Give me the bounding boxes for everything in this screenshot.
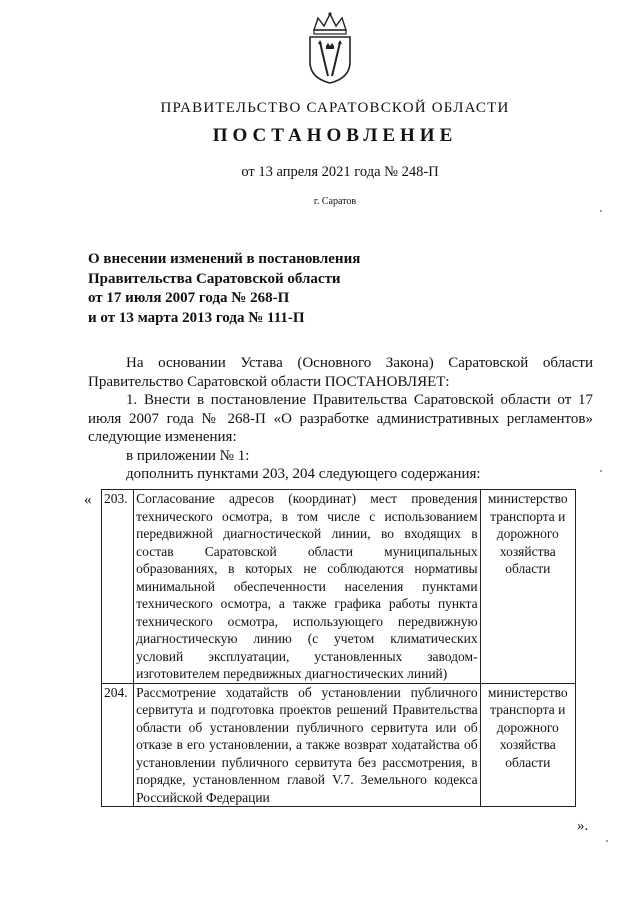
subject-line: О внесении изменений в постановления <box>88 251 361 267</box>
item-responsible: министерство транспорта и дорожного хозяйства области <box>480 490 575 684</box>
items-table <box>101 489 576 807</box>
item-number: 203. <box>102 490 134 684</box>
item-text: Рассмотрение ходатайств об установлении публичного сервитута и подготовка проектов решений Правительства области об установлении публичного сервитута или об отказе в его установлении, а также возврат ходатайства об установлении публичного сервитута без рассмотрения, в порядке, установленном главой V.7. Земельного кодекса Российской Федерации <box>134 683 480 807</box>
body-paragraph-supplement: дополнить пунктами 203, 204 следующего содержания: <box>126 466 481 482</box>
scan-speck <box>606 840 608 842</box>
government-name: ПРАВИТЕЛЬСТВО САРАТОВСКОЙ ОБЛАСТИ <box>160 100 510 116</box>
item-responsible: министерство транспорта и дорожного хозяйства области <box>480 683 575 807</box>
item-text: Согласование адресов (координат) мест проведения технического осмотра, в том числе с использованием передвижной диагностической линии, во входящих в состав Саратовской области муниципальных образованиях, в которых не соблюдаются нормативы минимальной обеспеченности населения пунктами технического осмотра, а также графика работы пункта технического осмотра, использующего передвижную диагностическую линию (с учетом климатических условий эксплуатации, установленных заводом-изготовителем передвижных диагностических линий) <box>134 490 480 684</box>
opening-quote: « <box>84 492 92 508</box>
body-paragraph-appendix: в приложении № 1: <box>126 447 250 464</box>
document-type-title: ПОСТАНОВЛЕНИЕ <box>212 125 458 146</box>
closing-quote: ». <box>577 818 589 834</box>
body-paragraph-basis: На основании Устава (Основного Закона) Саратовской области Правительство Саратовской области ПОСТАНОВЛЯЕТ: <box>88 355 593 390</box>
table-row <box>102 683 576 807</box>
table-row <box>102 490 576 684</box>
body-paragraph-amendment: 1. Внести в постановление Правительства Саратовской области от 17 июля 2007 года № 268-П «О разработке административных регламентов» следующие изменения: <box>88 392 593 445</box>
scan-speck <box>600 210 602 212</box>
subject-line: от 17 июля 2007 года № 268-П <box>88 290 290 306</box>
document-subject <box>88 250 360 328</box>
document-date-number: от 13 апреля 2021 года № 248-П <box>241 164 439 180</box>
subject-line: и от 13 марта 2013 года № 111-П <box>88 309 305 326</box>
subject-line: Правительства Саратовской области <box>88 270 341 287</box>
document-body <box>88 354 593 484</box>
document-city: г. Саратов <box>313 196 357 207</box>
item-number: 204. <box>102 683 134 807</box>
scan-speck <box>600 470 602 472</box>
coat-of-arms-emblem <box>300 10 360 86</box>
